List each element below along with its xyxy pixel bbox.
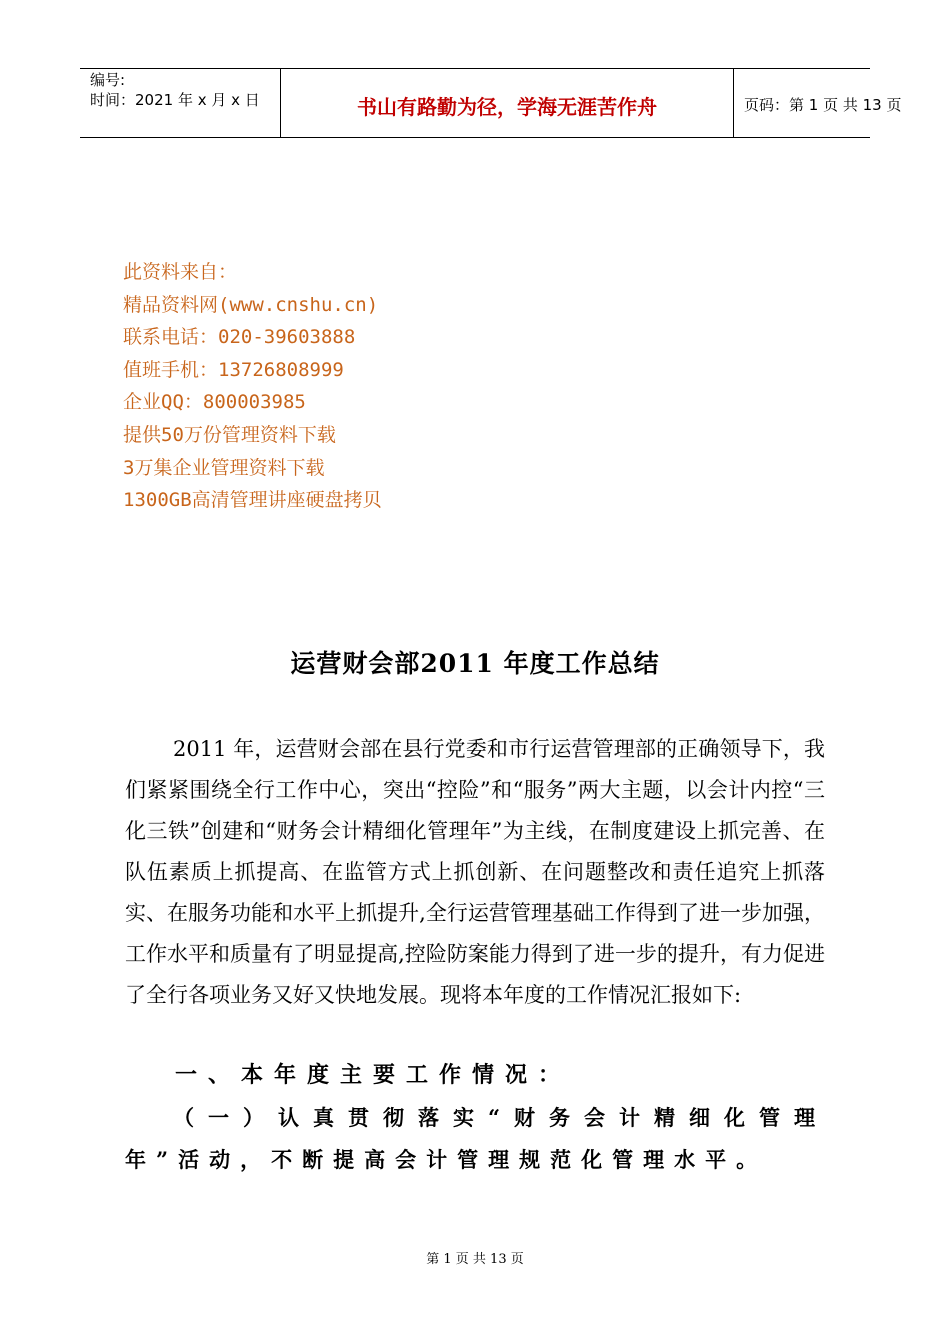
ad-line-website: 精品资料网(www.cnshu.cn)	[123, 293, 379, 316]
document-number-label: 编号:	[90, 71, 126, 89]
header-right-cell	[734, 69, 902, 137]
header-middle-cell	[281, 69, 734, 137]
ad-line-qq: 企业QQ：800003985	[123, 391, 306, 414]
document-title: 运营财会部2011 年度工作总结	[290, 649, 660, 678]
ad-line-offer-2: 3万集企业管理资料下载	[123, 456, 325, 479]
header-motto: 书山有路勤为径，学海无涯苦作舟	[357, 95, 657, 119]
section-heading: 一、本年度主要工作情况：	[175, 1062, 572, 1088]
page-header	[80, 68, 902, 138]
header-page-info: 页码：第 1 页 共 13 页	[744, 96, 902, 114]
source-ad-block	[123, 256, 382, 517]
body-paragraph: 2011 年，运营财会部在县行党委和市行运营管理部的正确领导下，我们紧紧围绕全行工作中心，突出“控险”和“服务”两大主题，以会计内控“三化三铁”创建和“财务会计精细化管理年”为主线，在制度建设上抓完善、在队伍素质上抓提高、在监管方式上抓创新、在问题整改和责任追究上抓落实、在服务功能和水平上抓提升,全行运营管理基础工作得到了进一步加强，工作水平和质量有了明显提高,控险防案能力得到了进一步的提升，有力促进了全行各项业务又好又快地发展。现将本年度的工作情况汇报如下:	[125, 737, 825, 1007]
header-left-cell	[80, 69, 281, 137]
ad-line-offer-1: 提供50万份管理资料下载	[123, 423, 336, 446]
ad-line-phone: 联系电话：020-39603888	[123, 326, 356, 349]
ad-line-source: 此资料来自：	[123, 261, 238, 283]
ad-line-mobile: 值班手机：13726808999	[123, 358, 344, 381]
subsection-heading: （一）认真贯彻落实“财务会计精细化管理年”活动，不断提高会计管理规范化管理水平。	[125, 1105, 825, 1172]
document-time-label: 时间：2021 年 x 月 x 日	[90, 91, 260, 109]
ad-line-offer-3: 1300GB高清管理讲座硬盘拷贝	[123, 489, 382, 512]
page-footer: 第 1 页 共 13 页	[426, 1252, 524, 1267]
